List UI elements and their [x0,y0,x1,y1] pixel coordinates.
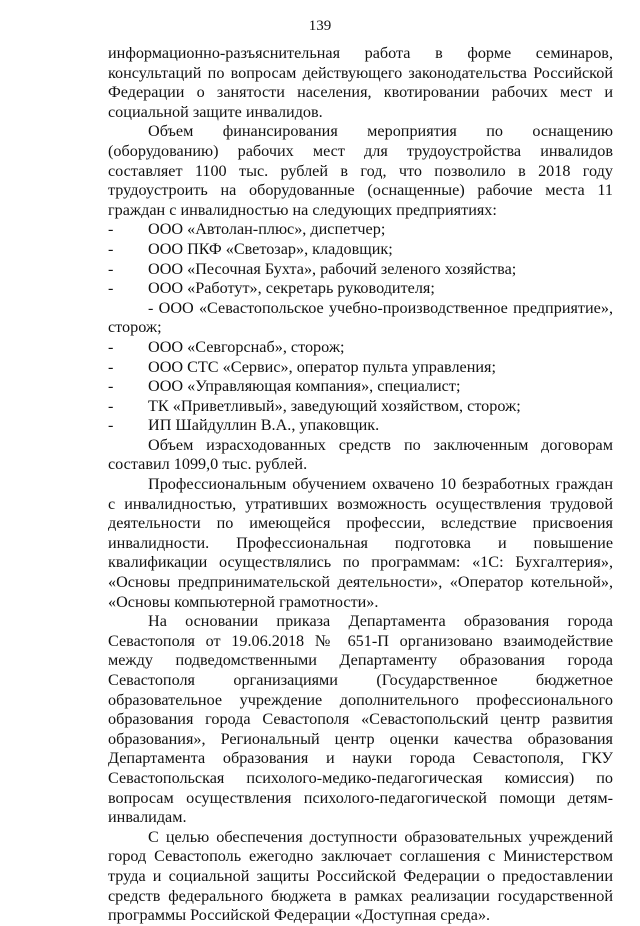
list-marker: - [108,377,114,396]
list-marker: - [108,279,114,298]
list-marker: - [108,396,114,415]
list-item: - ООО «Песочная Бухта», рабочий зеленого хозяйства; [108,259,517,278]
list-item: - ООО «Автолан-плюс», диспетчер; [108,220,386,239]
list-marker: - [148,298,154,317]
page-number: 139 [308,18,332,34]
paragraph-outreach: информационно-разъяснительная работа в форме семинаров, консультаций по вопросам действующего законодательства Российской Федерации о занятости населения, квотировании рабочих мест и социальной защите инвалидов. [108,44,613,121]
list-item: - ООО «Управляющая компания», специалист; [108,377,461,396]
list-marker: - [108,239,114,258]
list-marker: - [108,220,114,239]
list-item: - ТК «Приветливый», заведующий хозяйством, сторож; [108,396,521,415]
employer-list [108,220,613,436]
paragraph-funding: Объем финансирования мероприятия по оснащению (оборудованию) рабочих мест для трудоустройства инвалидов составляет 1100 тыс. рублей в год, что позволило в 2018 году трудоустроить на оборудованные (оснащенные) рабочие места 11 граждан с инвалидностью на следующих предприятиях: [108,122,613,219]
paragraph-training: Профессиональным обучением охвачено 10 безработных граждан с инвалидностью, утративших возможность осуществления трудовой деятельности по имеющейся профессии, вследствие присвоения инвалидности. Профессиональная подготовка и повышение квалификации осуществлялись по программам: «1С: Бухгалтерия», «Основы предпринимательской деятельности», «Оператор котельной», «Основы компьютерной грамотности». [108,475,613,611]
list-marker: - [108,357,114,376]
list-item: - ООО «Работут», секретарь руководителя; [108,279,435,298]
list-item: - ИП Шайдуллин В.А., упаковщик. [108,416,380,435]
list-item: - ООО ПКФ «Светозар», кладовщик; [108,239,393,258]
list-marker: - [108,416,114,435]
paragraph-accessibility: С целью обеспечения доступности образовательных учреждений город Севастополь ежегодно заключает соглашения с Министерством труда и социальной защиты Российской Федерации о предоставлении средств федерального бюджета в рамках реализации государственной программы Российской Федерации «Доступная среда». [108,827,613,925]
list-item: - ООО «Севгорснаб», сторож; [108,337,345,356]
list-marker: - [108,259,114,278]
list-marker: - [108,337,114,356]
paragraph-education-order: На основании приказа Департамента образования города Севастополя от 19.06.2018 № 651-П организовано взаимодействие между подведомственными Департаменту образования города Севастополя организациями (Государственное бюджетное образовательное учреждение дополнительного профессионального образования города Севастополя «Севастопольский центр развития образования», Региональный центр оценки качества образования Департамента образования и науки города Севастополя, ГКУ Севастопольская психолого-медико-педагогическая комиссия) по вопросам осуществления психолого-педагогической помощи детям-инвалидам. [108,612,613,827]
paragraph-expenditure: Объем израсходованных средств по заключенным договорам составил 1099,0 тыс. рублей. [108,435,613,474]
list-item: - ООО «Севастопольское учебно-производственное предприятие», сторож; [108,298,613,337]
list-item: - ООО СТС «Сервис», оператор пульта управления; [108,357,496,376]
document-body [108,44,613,926]
